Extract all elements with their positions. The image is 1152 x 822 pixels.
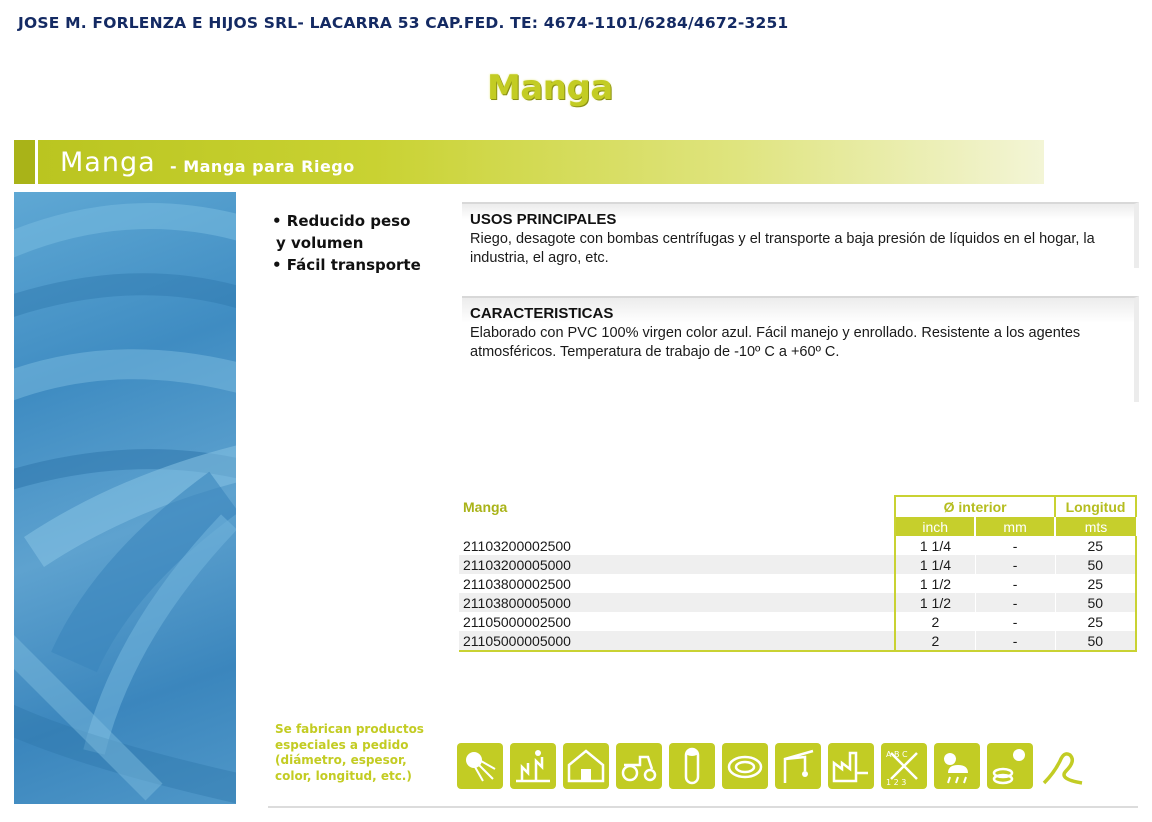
hose-loop-icon (1040, 743, 1086, 789)
code-cell: 21105000005000 (459, 631, 895, 651)
mm-cell: - (975, 593, 1055, 612)
inch-cell: 1 1/2 (895, 593, 975, 612)
caracteristicas-text: Elaborado con PVC 100% virgen color azul. Fácil manejo y enrollado. Resistente a los agentes atmosféricos. Temperatura de trabajo de -10º C a +60º C. (470, 325, 1081, 360)
mts-cell: 50 (1055, 631, 1136, 651)
coil-icon (722, 743, 768, 789)
svg-text:A B C: A B C (886, 750, 908, 759)
sprinkler-icon (457, 743, 503, 789)
caracteristicas-heading: CARACTERISTICAS (470, 305, 614, 322)
mts-cell: 50 (1055, 593, 1136, 612)
special-order-note (275, 722, 424, 784)
house-icon (563, 743, 609, 789)
note-line: especiales a pedido (275, 737, 409, 752)
code-cell: 21103800002500 (459, 574, 895, 593)
table-row (459, 574, 1136, 593)
mm-cell: - (975, 612, 1055, 631)
note-line: Se fabrican productos (275, 722, 424, 736)
company-header: JOSE M. FORLENZA E HIJOS SRL- LACARRA 53 CAP.FED. TE: 4674-1101/6284/4672-3251 (18, 14, 789, 32)
usos-section (462, 202, 1139, 268)
tractor-icon (616, 743, 662, 789)
mts-cell: 50 (1055, 555, 1136, 574)
table-title: Manga (463, 498, 508, 515)
unit-mm: mm (975, 517, 1055, 536)
sun-coins-icon (987, 743, 1033, 789)
banner-separator (35, 140, 38, 184)
code-cell: 21103200002500 (459, 536, 895, 555)
bottom-divider (268, 806, 1138, 808)
hose-photo (14, 192, 236, 804)
inch-cell: 1 1/4 (895, 536, 975, 555)
table-row (459, 612, 1136, 631)
mm-cell: - (975, 555, 1055, 574)
banner-strip (14, 140, 35, 184)
pipe-icon (669, 743, 715, 789)
unit-inch: inch (895, 517, 975, 536)
mm-cell: - (975, 631, 1055, 651)
weather-icon (934, 743, 980, 789)
feature-list (272, 210, 421, 276)
banner-title: Manga (60, 147, 156, 178)
unit-mts: mts (1055, 517, 1136, 536)
mts-cell: 25 (1055, 536, 1136, 555)
caracteristicas-section (462, 296, 1139, 402)
hose-illustration (14, 192, 236, 804)
irrigation-plant-icon (510, 743, 556, 789)
crane-icon (775, 743, 821, 789)
usos-heading: USOS PRINCIPALES (470, 211, 617, 228)
longitud-header: Longitud (1055, 496, 1136, 517)
inch-cell: 1 1/4 (895, 555, 975, 574)
mm-cell: - (975, 574, 1055, 593)
table-row (459, 631, 1136, 651)
title-banner (14, 140, 1044, 184)
mm-cell: - (975, 536, 1055, 555)
table-row (459, 536, 1136, 555)
factory-icon (828, 743, 874, 789)
inch-cell: 2 (895, 612, 975, 631)
usos-text: Riego, desagote con bombas centrífugas y el transporte a baja presión de líquidos en el hogar, la industria, el agro, etc. (470, 231, 1095, 266)
feature-item: y volumen (276, 234, 364, 252)
mts-cell: 25 (1055, 612, 1136, 631)
application-icons (457, 743, 1097, 793)
spec-table (459, 495, 1137, 652)
interior-header: Ø interior (895, 496, 1055, 517)
table-row (459, 593, 1136, 612)
mts-cell: 25 (1055, 574, 1136, 593)
banner-subtitle: - Manga para Riego (170, 157, 355, 176)
note-line: color, longitud, etc.) (275, 768, 412, 783)
inch-cell: 2 (895, 631, 975, 651)
inch-cell: 1 1/2 (895, 574, 975, 593)
table-row (459, 555, 1136, 574)
feature-item: • Fácil transporte (272, 256, 421, 274)
code-cell: 21105000002500 (459, 612, 895, 631)
abc-123-icon (881, 743, 927, 789)
code-cell: 21103200005000 (459, 555, 895, 574)
page-title: Manga (487, 68, 613, 108)
svg-text:1 2 3: 1 2 3 (886, 778, 907, 787)
note-line: (diámetro, espesor, (275, 753, 407, 767)
feature-item: • Reducido peso (272, 212, 411, 230)
code-cell: 21103800005000 (459, 593, 895, 612)
codigo-header: CODIGO (459, 517, 895, 536)
